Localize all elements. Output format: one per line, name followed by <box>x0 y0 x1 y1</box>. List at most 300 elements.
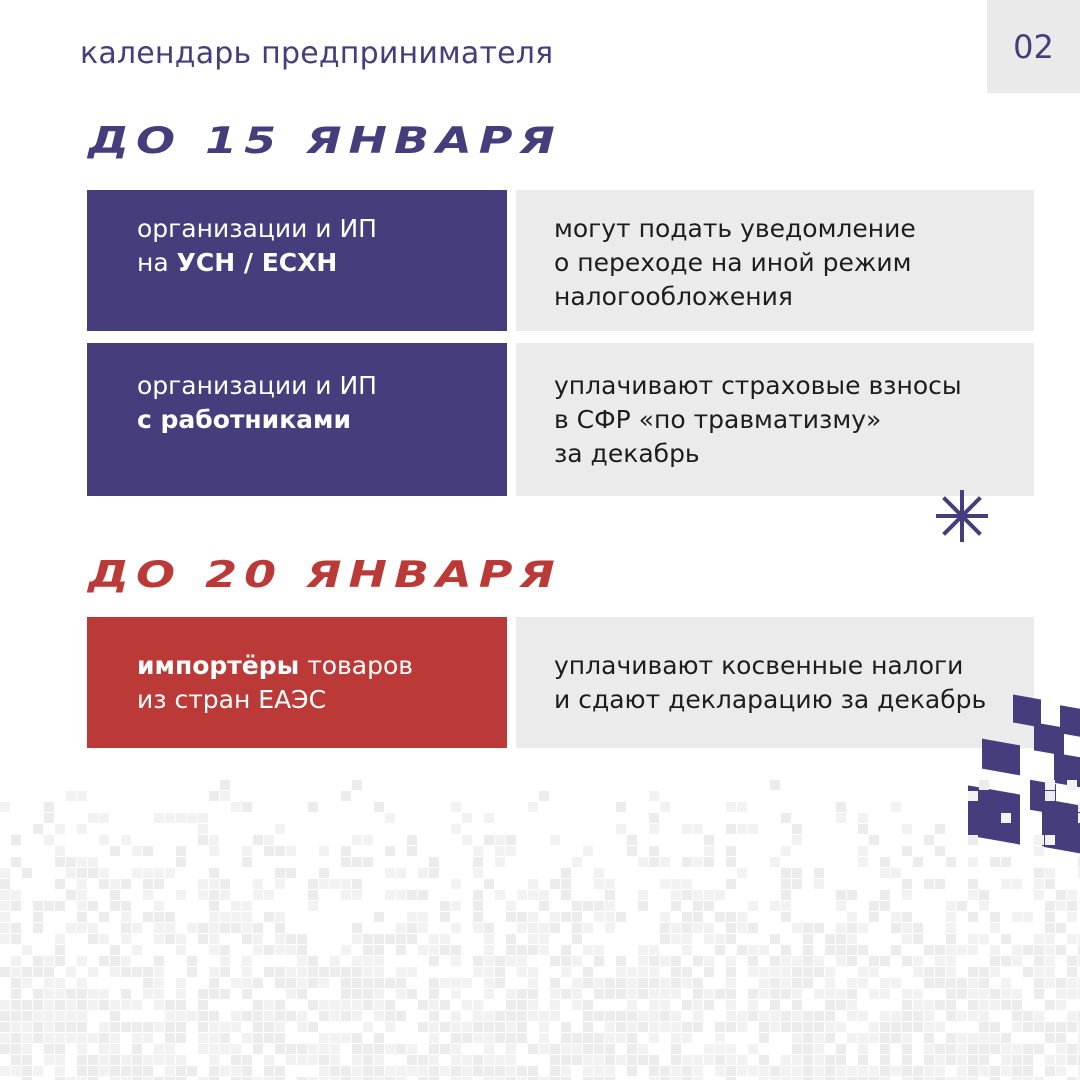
pixel-cell <box>341 879 351 889</box>
pixel-cell <box>836 901 846 911</box>
pixel-cell <box>682 1033 692 1043</box>
pixel-cell <box>220 791 230 801</box>
pixel-cell <box>198 1044 208 1054</box>
pixel-cell <box>913 989 923 999</box>
pixel-cell <box>253 1011 263 1021</box>
pixel-cell <box>517 956 527 966</box>
pixel-cell <box>341 857 351 867</box>
pixel-cell <box>176 890 186 900</box>
pixel-cell <box>847 989 857 999</box>
pixel-cell <box>693 956 703 966</box>
pixel-cell <box>528 1011 538 1021</box>
pixel-cell <box>704 901 714 911</box>
pixel-cell <box>440 978 450 988</box>
pixel-cell <box>88 868 98 878</box>
pixel-cell <box>561 989 571 999</box>
pixel-cell <box>869 1066 879 1076</box>
pixel-cell <box>121 835 131 845</box>
pixel-cell <box>693 989 703 999</box>
pixel-cell <box>638 901 648 911</box>
pixel-cell <box>847 956 857 966</box>
pixel-cell <box>781 945 791 955</box>
pixel-cell <box>33 923 43 933</box>
pixel-cell <box>429 1044 439 1054</box>
pixel-cell <box>924 1033 934 1043</box>
pixel-cell <box>1067 967 1077 977</box>
pixel-cell <box>506 1044 516 1054</box>
pixel-cell <box>990 945 1000 955</box>
pixel-cell <box>374 1055 384 1065</box>
pixel-cell <box>374 967 384 977</box>
pixel-cell <box>418 1055 428 1065</box>
pixel-cell <box>308 967 318 977</box>
pixel-cell <box>1034 1011 1044 1021</box>
pixel-cell <box>1012 1000 1022 1010</box>
pixel-cell <box>792 1011 802 1021</box>
pixel-cell <box>253 1033 263 1043</box>
pixel-cell <box>649 1022 659 1032</box>
pixel-cell <box>0 912 10 922</box>
pixel-cell <box>220 1066 230 1076</box>
pixel-cell <box>231 923 241 933</box>
pixel-cell <box>770 956 780 966</box>
pixel-cell <box>352 1044 362 1054</box>
pixel-cell <box>308 1055 318 1065</box>
pixel-cell <box>154 901 164 911</box>
pixel-cell <box>737 1055 747 1065</box>
pixel-cell <box>0 1000 10 1010</box>
pixel-cell <box>737 1011 747 1021</box>
pixel-cell <box>429 978 439 988</box>
pixel-cell <box>836 1044 846 1054</box>
pixel-cell <box>374 945 384 955</box>
pixel-cell <box>1012 956 1022 966</box>
pixel-cell <box>649 1055 659 1065</box>
pixel-cell <box>11 857 21 867</box>
pixel-cell <box>0 967 10 977</box>
pixel-cell <box>77 857 87 867</box>
pixel-cell <box>319 1000 329 1010</box>
pixel-cell <box>924 1000 934 1010</box>
pixel-cell <box>473 1011 483 1021</box>
pixel-cell <box>363 956 373 966</box>
pixel-cell <box>1045 1055 1055 1065</box>
pixel-cell <box>539 945 549 955</box>
pixel-cell <box>1067 1055 1077 1065</box>
pixel-cell <box>484 967 494 977</box>
pixel-cell <box>781 890 791 900</box>
pixel-cell <box>11 967 21 977</box>
pixel-cell <box>979 1033 989 1043</box>
pixel-cell <box>33 956 43 966</box>
pixel-cell <box>77 989 87 999</box>
pixel-cell <box>704 1055 714 1065</box>
pixel-cell <box>891 923 901 933</box>
pixel-cell <box>484 956 494 966</box>
pixel-cell <box>11 1000 21 1010</box>
pixel-cell <box>979 978 989 988</box>
pixel-cell <box>1034 890 1044 900</box>
pixel-cell <box>748 901 758 911</box>
pixel-cell <box>110 901 120 911</box>
pixel-cell <box>451 901 461 911</box>
pixel-cell <box>187 1011 197 1021</box>
pixel-cell <box>330 1011 340 1021</box>
pixel-cell <box>957 945 967 955</box>
pixel-cell <box>308 890 318 900</box>
pixel-cell <box>385 868 395 878</box>
pixel-cell <box>396 890 406 900</box>
pixel-cell <box>913 934 923 944</box>
pixel-cell <box>77 1066 87 1076</box>
pixel-cell <box>660 1000 670 1010</box>
pixel-cell <box>176 846 186 856</box>
pixel-cell <box>627 967 637 977</box>
pixel-cell <box>231 1011 241 1021</box>
pixel-cell <box>462 1022 472 1032</box>
pixel-cell <box>1023 945 1033 955</box>
pixel-cell <box>506 1033 516 1043</box>
pixel-cell <box>858 1066 868 1076</box>
pixel-cell <box>517 890 527 900</box>
pixel-cell <box>473 868 483 878</box>
pixel-cell <box>154 1022 164 1032</box>
pixel-cell <box>363 1000 373 1010</box>
pixel-cell <box>913 1022 923 1032</box>
pixel-cell <box>539 1044 549 1054</box>
pixel-cell <box>583 923 593 933</box>
pixel-cell <box>132 1000 142 1010</box>
row-2-what-line-2: в СФР «по травматизму» <box>554 405 882 434</box>
pixel-cell <box>605 1033 615 1043</box>
pixel-cell <box>649 1033 659 1043</box>
pixel-cell <box>990 1044 1000 1054</box>
pixel-cell <box>594 868 604 878</box>
pixel-cell <box>737 868 747 878</box>
pixel-cell <box>0 802 10 812</box>
pixel-cell <box>66 1033 76 1043</box>
pixel-cell <box>770 967 780 977</box>
pixel-cell <box>726 1066 736 1076</box>
pixel-cell <box>319 1044 329 1054</box>
pixel-cell <box>352 967 362 977</box>
pixel-cell <box>1045 1066 1055 1076</box>
pixel-cell <box>385 846 395 856</box>
pixel-cell <box>583 1066 593 1076</box>
pixel-cell <box>704 857 714 867</box>
pixel-cell <box>1001 989 1011 999</box>
pixel-cell <box>0 923 10 933</box>
pixel-cell <box>561 1033 571 1043</box>
pixel-cell <box>1001 813 1011 823</box>
pixel-cell <box>968 857 978 867</box>
pixel-cell <box>22 868 32 878</box>
pixel-cell <box>1023 967 1033 977</box>
pixel-cell <box>792 978 802 988</box>
pixel-cell <box>11 934 21 944</box>
pixel-cell <box>286 978 296 988</box>
pixel-cell <box>22 1044 32 1054</box>
pixel-cell <box>968 978 978 988</box>
pixel-cell <box>891 1011 901 1021</box>
pixel-cell <box>418 890 428 900</box>
pixel-cell <box>682 857 692 867</box>
pixel-cell <box>726 967 736 977</box>
pixel-cell <box>209 1044 219 1054</box>
pixel-cell <box>814 967 824 977</box>
pixel-cell <box>1023 1044 1033 1054</box>
pixel-cell <box>264 1055 274 1065</box>
pixel-cell <box>462 1000 472 1010</box>
pixel-cell <box>77 1011 87 1021</box>
pixel-cell <box>649 945 659 955</box>
pixel-cell <box>726 824 736 834</box>
pixel-cell <box>803 967 813 977</box>
pixel-cell <box>671 901 681 911</box>
pixel-cell <box>891 945 901 955</box>
pixel-cell <box>121 1055 131 1065</box>
pixel-cell <box>1001 1055 1011 1065</box>
pixel-cell <box>198 835 208 845</box>
pixel-cell <box>968 1055 978 1065</box>
pixel-cell <box>297 1044 307 1054</box>
pixel-cell <box>275 978 285 988</box>
pixel-cell <box>715 945 725 955</box>
pixel-cell <box>110 1066 120 1076</box>
pixel-cell <box>605 890 615 900</box>
pixel-cell <box>44 967 54 977</box>
pixel-cell <box>693 923 703 933</box>
pixel-cell <box>77 1044 87 1054</box>
pixel-cell <box>902 1055 912 1065</box>
pixel-cell <box>946 1000 956 1010</box>
pixel-cell <box>77 824 87 834</box>
pixel-cell <box>946 989 956 999</box>
pixel-cell <box>484 879 494 889</box>
pixel-cell <box>231 912 241 922</box>
row-1-what <box>516 190 1034 331</box>
pixel-cell <box>121 923 131 933</box>
pixel-cell <box>110 945 120 955</box>
pixel-cell <box>275 912 285 922</box>
pixel-cell <box>1012 912 1022 922</box>
pixel-cell <box>264 1011 274 1021</box>
pixel-cell <box>231 1066 241 1076</box>
pixel-cell <box>880 890 890 900</box>
pixel-cell <box>1045 879 1055 889</box>
pixel-cell <box>880 956 890 966</box>
pixel-cell <box>946 967 956 977</box>
pixel-cell <box>946 934 956 944</box>
pixel-cell <box>946 923 956 933</box>
pixel-cell <box>22 1022 32 1032</box>
pixel-cell <box>253 934 263 944</box>
pixel-cell <box>11 835 21 845</box>
pixel-cell <box>836 989 846 999</box>
pixel-cell <box>451 978 461 988</box>
pixel-cell <box>1045 1022 1055 1032</box>
pixel-cell <box>979 1066 989 1076</box>
pixel-cell <box>748 1066 758 1076</box>
pixel-cell <box>385 1022 395 1032</box>
row-1-who <box>87 190 507 331</box>
pixel-cell <box>1045 835 1055 845</box>
pixel-cell <box>726 956 736 966</box>
pixel-cell <box>902 956 912 966</box>
pixel-cell <box>1034 835 1044 845</box>
pixel-cell <box>1034 879 1044 889</box>
pixel-cell <box>506 1011 516 1021</box>
pixel-cell <box>968 967 978 977</box>
pixel-cell <box>1056 890 1066 900</box>
pixel-cell <box>1056 945 1066 955</box>
pixel-cell <box>11 923 21 933</box>
pixel-cell <box>770 1000 780 1010</box>
pixel-cell <box>1045 1000 1055 1010</box>
pixel-cell <box>220 923 230 933</box>
pixel-cell <box>1056 989 1066 999</box>
pixel-cell <box>1034 989 1044 999</box>
pixel-cell <box>583 1033 593 1043</box>
pixel-cell <box>605 1022 615 1032</box>
pixel-cell <box>33 1066 43 1076</box>
pixel-cell <box>11 890 21 900</box>
pixel-cell <box>242 1066 252 1076</box>
pixel-cell <box>396 989 406 999</box>
pixel-cell <box>583 1011 593 1021</box>
pixel-cell <box>121 934 131 944</box>
pixel-cell <box>869 1033 879 1043</box>
pixel-cell <box>187 967 197 977</box>
pixel-cell <box>1034 945 1044 955</box>
pixel-cell <box>242 1033 252 1043</box>
pixel-cell <box>715 1044 725 1054</box>
pixel-cell <box>55 1044 65 1054</box>
pixel-cell <box>275 1066 285 1076</box>
pixel-cell <box>209 912 219 922</box>
pixel-cell <box>385 934 395 944</box>
pixel-cell <box>451 956 461 966</box>
pixel-cell <box>385 1000 395 1010</box>
pixel-cell <box>473 967 483 977</box>
pixel-cell <box>748 1011 758 1021</box>
pixel-cell <box>330 956 340 966</box>
pixel-cell <box>1056 1000 1066 1010</box>
pixel-cell <box>946 945 956 955</box>
pixel-cell <box>0 1044 10 1054</box>
pixel-cell <box>99 1044 109 1054</box>
pixel-cell <box>1023 1011 1033 1021</box>
pixel-cell <box>594 945 604 955</box>
pixel-cell <box>418 923 428 933</box>
pixel-cell <box>616 824 626 834</box>
pixel-cell <box>1023 912 1033 922</box>
pixel-cell <box>374 956 384 966</box>
pixel-cell <box>88 1066 98 1076</box>
pixel-cell <box>517 1066 527 1076</box>
pixel-cell <box>704 1000 714 1010</box>
pixel-cell <box>605 912 615 922</box>
pixel-cell <box>11 1055 21 1065</box>
pixel-cell <box>627 1066 637 1076</box>
pixel-cell <box>55 846 65 856</box>
pixel-cell <box>418 945 428 955</box>
pixel-cell <box>352 879 362 889</box>
pixel-cell <box>1034 978 1044 988</box>
pixel-cell <box>1045 978 1055 988</box>
pixel-cell <box>385 890 395 900</box>
pixel-cell <box>550 956 560 966</box>
pixel-cell <box>55 934 65 944</box>
pixel-cell <box>264 846 274 856</box>
pixel-cell <box>473 956 483 966</box>
pixel-cell <box>627 978 637 988</box>
pixel-cell <box>473 912 483 922</box>
pixel-cell <box>66 857 76 867</box>
pixel-cell <box>198 879 208 889</box>
row-3-what-line-2: и сдают декларацию за декабрь <box>554 685 987 714</box>
pixel-cell <box>341 846 351 856</box>
pixel-cell <box>946 1011 956 1021</box>
pixel-cell <box>264 912 274 922</box>
pixel-cell <box>880 901 890 911</box>
pixel-cell <box>352 1055 362 1065</box>
pixel-cell <box>154 1055 164 1065</box>
pixel-cell <box>275 868 285 878</box>
pixel-cell <box>561 912 571 922</box>
pixel-cell <box>121 1000 131 1010</box>
pixel-cell <box>869 901 879 911</box>
pixel-cell <box>484 1022 494 1032</box>
pixel-cell <box>693 857 703 867</box>
pixel-cell <box>638 1055 648 1065</box>
pixel-cell <box>968 890 978 900</box>
pixel-cell <box>407 846 417 856</box>
pixel-cell <box>649 791 659 801</box>
pixel-cell <box>594 1066 604 1076</box>
pixel-cell <box>253 1000 263 1010</box>
pixel-cell <box>594 978 604 988</box>
pixel-cell <box>0 868 10 878</box>
pixel-cell <box>264 1033 274 1043</box>
pixel-cell <box>1045 780 1055 790</box>
pixel-cell <box>836 923 846 933</box>
pixel-cell <box>242 989 252 999</box>
pixel-cell <box>231 1022 241 1032</box>
pixel-cell <box>495 835 505 845</box>
pixel-cell <box>1034 956 1044 966</box>
pixel-cell <box>891 978 901 988</box>
pixel-cell <box>803 1055 813 1065</box>
pixel-cell <box>473 1033 483 1043</box>
pixel-cell <box>440 1022 450 1032</box>
pixel-cell <box>528 989 538 999</box>
pixel-cell <box>847 945 857 955</box>
pixel-cell <box>770 901 780 911</box>
pixel-cell <box>682 1000 692 1010</box>
pixel-cell <box>429 945 439 955</box>
pixel-cell <box>726 846 736 856</box>
pixel-cell <box>1067 912 1077 922</box>
pixel-cell <box>484 813 494 823</box>
pixel-cell <box>77 923 87 933</box>
pixel-cell <box>484 934 494 944</box>
pixel-cell <box>462 978 472 988</box>
pixel-cell <box>825 1033 835 1043</box>
pixel-cell <box>176 1066 186 1076</box>
pixel-cell <box>209 879 219 889</box>
pixel-cell <box>363 857 373 867</box>
